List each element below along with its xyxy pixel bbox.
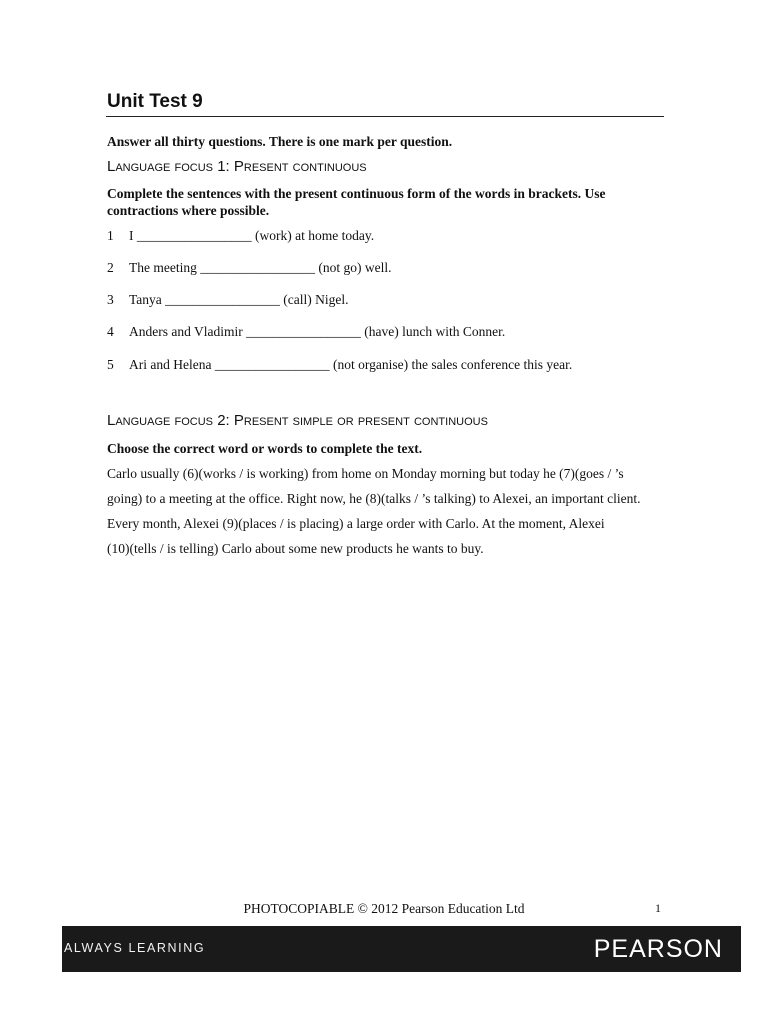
question-text: Ari and Helena _________________ (not organise) the sales conference this year. (129, 357, 573, 372)
section-1-instruction: Complete the sentences with the present continuous form of the words in brackets. Use contractions where possible. (107, 186, 606, 218)
question-number: 3 (107, 292, 114, 307)
general-instructions: Answer all thirty questions. There is one mark per question. (107, 134, 453, 149)
section-2-heading-prefix: Language focus 2: (107, 412, 234, 429)
section-1-heading (107, 158, 367, 176)
question-number: 2 (107, 260, 114, 275)
copyright-notice: PHOTOCOPIABLE © 2012 Pearson Education Ltd (243, 901, 525, 916)
section-1-heading-topic: Present continuous (233, 158, 367, 175)
question-number: 1 (107, 228, 114, 243)
brand-footer-bar (62, 926, 741, 972)
reading-passage (107, 461, 667, 561)
question-1 (107, 227, 374, 244)
question-text: Tanya _________________ (call) Nigel. (129, 292, 349, 307)
passage-line: going) to a meeting at the office. Right now, he (8)(talks / ’s talking) to Alexei, an important client. (107, 491, 641, 506)
section-1-heading-prefix: Language focus 1: (107, 158, 234, 175)
question-5 (107, 356, 572, 373)
question-4 (107, 323, 505, 340)
passage-line: (10)(tells / is telling) Carlo about some new products he wants to buy. (107, 541, 484, 556)
pearson-logo: PEARSON (593, 935, 723, 963)
page-title: Unit Test 9 (107, 91, 203, 112)
section-2-heading (107, 412, 488, 430)
question-text: Anders and Vladimir _________________ (have) lunch with Conner. (129, 324, 506, 339)
question-2 (107, 259, 391, 276)
passage-line: Carlo usually (6)(works / is working) from home on Monday morning but today he (7)(goes / ’s (107, 466, 624, 481)
section-2-instruction: Choose the correct word or words to complete the text. (107, 441, 423, 456)
question-text: I _________________ (work) at home today. (129, 228, 375, 243)
brand-tagline: ALWAYS LEARNING (64, 941, 206, 955)
question-number: 5 (107, 357, 114, 372)
page-number: 1 (655, 901, 661, 915)
title-divider (106, 116, 664, 117)
section-2-heading-topic: Present simple or present continuous (233, 412, 488, 429)
question-3 (107, 291, 349, 308)
question-text: The meeting _________________ (not go) well. (129, 260, 392, 275)
passage-line: Every month, Alexei (9)(places / is placing) a large order with Carlo. At the moment, Alexei (107, 516, 605, 531)
question-number: 4 (107, 324, 114, 339)
